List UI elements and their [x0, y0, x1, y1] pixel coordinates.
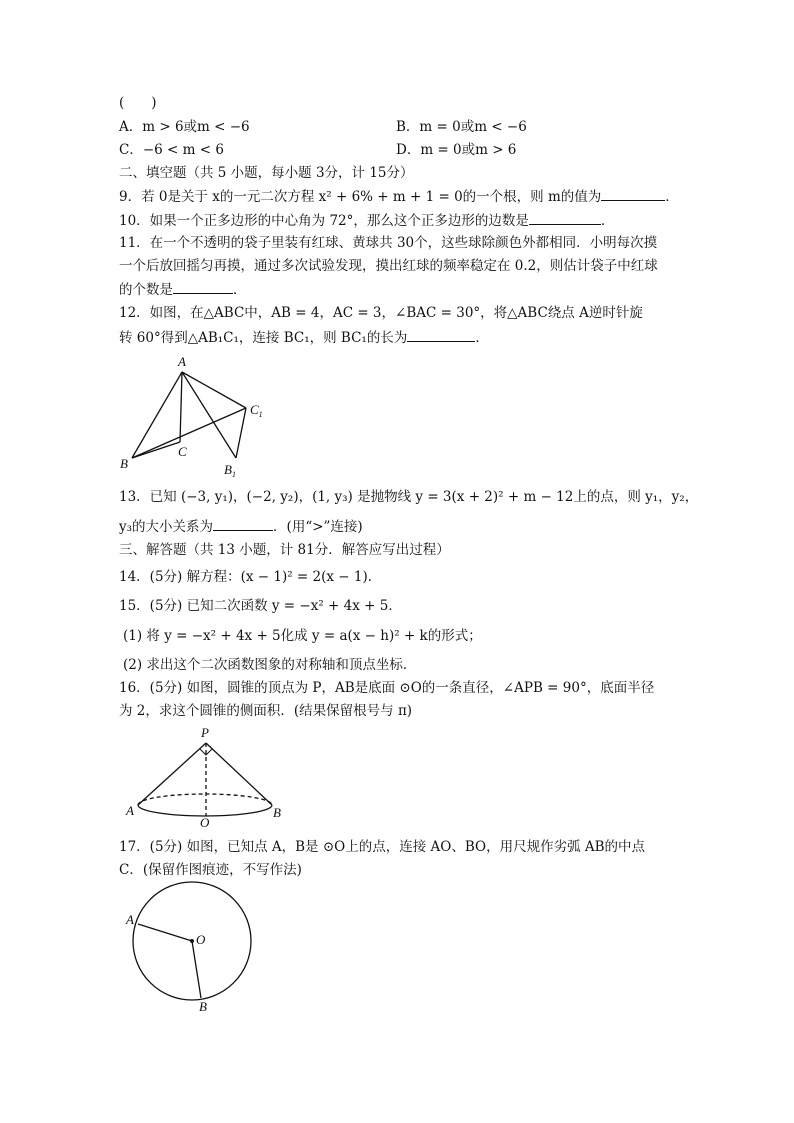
q15-part-2: (2) 求出这个二次函数图象的对称轴和顶点坐标． [123, 657, 417, 673]
q11-answer-blank[interactable] [173, 280, 233, 294]
q12-label-b1: $B_1$ [224, 462, 236, 479]
q12-label-c1: $C_1$ [250, 402, 263, 419]
question-10 [119, 211, 614, 230]
q12-line-1: 12．如图，在△ABC中，AB = 4，AC = 3，∠BAC = 30°，将△ABC绕点 A逆时针旋 [119, 305, 643, 321]
section-fill-in-title: 二、填空题（共 5 小题，每小题 3分，计 15分） [119, 165, 414, 181]
q12-answer-blank[interactable] [407, 328, 475, 342]
q17-line-1: 17．(5分) 如图，已知点 A，B是 ⊙O上的点，连接 AO、BO，用尺规作劣弧 AB的中点 [119, 839, 646, 855]
q10-text: 10．如果一个正多边形的中心角为 72°，那么这个正多边形的边数是 [119, 213, 529, 229]
q12-label-a: A [178, 354, 186, 369]
section-solution-title: 三、解答题（共 13 小题，计 81分．解答应写出过程） [119, 542, 450, 558]
q10-end: ． [600, 213, 615, 229]
q17-line-2: C．(保留作图痕迹，不写作法) [119, 862, 302, 878]
q11-line-3: 的个数是 [119, 282, 173, 298]
question-11-end [119, 280, 247, 299]
q11-line-1: 11．在一个不透明的袋子里装有红球、黄球共 30个，这些球除颜色外都相同．小明每次摸 [119, 235, 658, 251]
q12-line-2: 转 60°得到△AB₁C₁，连接 BC₁，则 BC₁的长为 [119, 330, 408, 346]
q17-label-b: B [199, 999, 207, 1014]
q13-answer-blank[interactable] [213, 517, 273, 531]
q13-line-2a: y₃的大小关系为 [119, 519, 214, 535]
q9-end: ． [665, 189, 679, 205]
question-14: 14．(5分) 解方程：(x − 1)² = 2(x − 1)． [119, 569, 382, 585]
q11-line-2: 一个后放回摇匀再摸，通过多次试验发现，摸出红球的频率稳定在 0.2，则估计袋子中红球 [119, 258, 658, 274]
q9-answer-blank[interactable] [601, 187, 665, 201]
q9-text: 9．若 0是关于 x的一元二次方程 x² + 6% + m + 1 = 0的一个根，则 m的值为 [119, 189, 602, 205]
q16-line-2: 为 2，求这个圆锥的侧面积．(结果保留根号与 π) [119, 703, 413, 719]
q16-cone-figure [120, 723, 300, 833]
question-12-end [119, 328, 489, 347]
q13-line-1: 13．已知 (−3, y₁)，(−2, y₂)，(1, y₃) 是抛物线 y = 3(x + 2)² + m − 12上的点，则 y₁，y₂， [119, 489, 699, 505]
q8-answer-paren: ( ) [119, 95, 157, 111]
q8-option-b[interactable]: B．m = 0或m < −6 [396, 119, 527, 135]
q16-line-1: 16．(5分) 如图，圆锥的顶点为 P，AB是底面 ⊙O的一条直径，∠APB = 90°，底面半径 [119, 680, 655, 696]
q12-label-c: C [178, 444, 187, 459]
q10-answer-blank[interactable] [529, 211, 601, 225]
q8-option-c[interactable]: C．−6 < m < 6 [119, 142, 224, 158]
q15-part-1: (1) 将 y = −x² + 4x + 5化成 y = a(x − h)² + k的形式； [123, 628, 482, 644]
q12-label-b: B [120, 456, 128, 471]
q11-end: ． [233, 282, 247, 298]
q12-triangle-figure [110, 350, 280, 480]
q12-end: ． [475, 330, 489, 346]
question-9 [119, 187, 679, 206]
q17-label-o: O [196, 932, 206, 947]
q16-label-o: O [200, 815, 210, 830]
q17-label-a: A [126, 912, 134, 927]
q8-option-d[interactable]: D．m = 0或m > 6 [396, 142, 517, 158]
q16-label-a: A [126, 803, 134, 818]
q13-line-2b: ．(用“>”连接) [273, 519, 363, 535]
question-13-end [119, 517, 363, 536]
q16-label-p: P [201, 725, 209, 740]
q15-line-1: 15．(5分) 已知二次函数 y = −x² + 4x + 5． [119, 598, 402, 614]
q16-label-b: B [273, 805, 281, 820]
q17-center-point [190, 939, 194, 943]
q8-option-a[interactable]: A．m > 6或m < −6 [119, 119, 250, 135]
q17-circle-figure [122, 880, 262, 1020]
